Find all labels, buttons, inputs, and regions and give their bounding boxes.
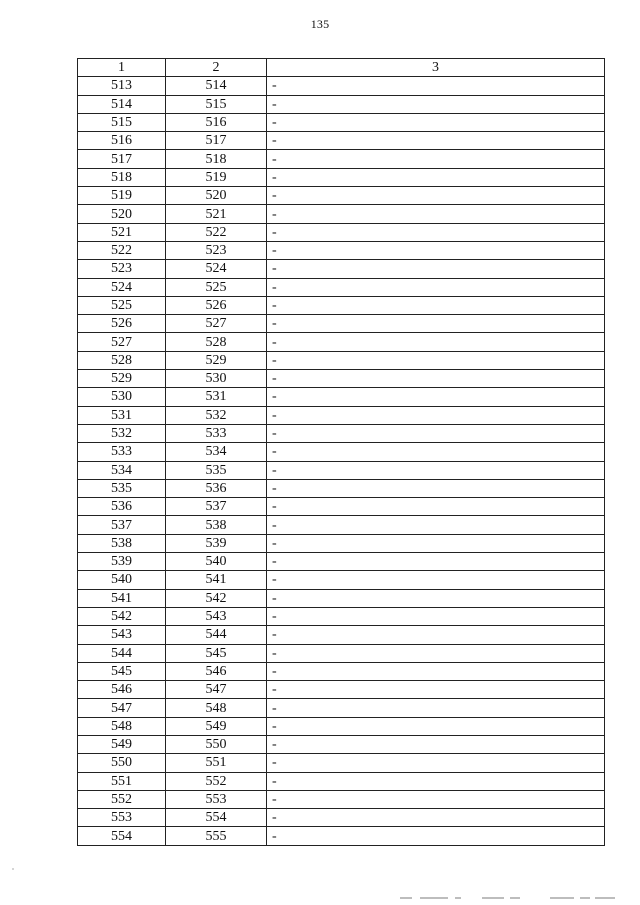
table-row (78, 571, 605, 589)
table-cell-col-1: 532 (78, 424, 166, 442)
table-cell-col-2: 550 (166, 735, 267, 753)
table-cell-col-1: 545 (78, 662, 166, 680)
table-cell-col-1: 547 (78, 699, 166, 717)
table-row (78, 516, 605, 534)
table-cell-col-1: 523 (78, 260, 166, 278)
footer-scan-marks (400, 897, 615, 900)
table-cell-col-3: - (267, 424, 605, 442)
table-cell-col-2: 535 (166, 461, 267, 479)
table-cell-col-1: 535 (78, 479, 166, 497)
table-cell-col-1: 541 (78, 589, 166, 607)
table-row (78, 315, 605, 333)
table-cell-col-1: 552 (78, 790, 166, 808)
table-cell-col-1: 516 (78, 132, 166, 150)
table-cell-col-2: 549 (166, 717, 267, 735)
table-cell-col-2: 517 (166, 132, 267, 150)
table-row (78, 479, 605, 497)
table-cell-col-1: 534 (78, 461, 166, 479)
table-cell-col-2: 541 (166, 571, 267, 589)
table-cell-col-2: 532 (166, 406, 267, 424)
table-cell-col-2: 525 (166, 278, 267, 296)
table-row (78, 187, 605, 205)
table-cell-col-1: 549 (78, 735, 166, 753)
table-cell-col-3: - (267, 77, 605, 95)
table-cell-col-3: - (267, 187, 605, 205)
table-cell-col-1: 550 (78, 754, 166, 772)
column-header-2: 2 (166, 59, 267, 77)
table-cell-col-2: 516 (166, 113, 267, 131)
table-cell-col-3: - (267, 589, 605, 607)
table-cell-col-1: 517 (78, 150, 166, 168)
table-cell-col-3: - (267, 754, 605, 772)
table-cell-col-2: 533 (166, 424, 267, 442)
table-row (78, 827, 605, 845)
table-cell-col-2: 527 (166, 315, 267, 333)
table-cell-col-2: 536 (166, 479, 267, 497)
table-row (78, 607, 605, 625)
table-cell-col-3: - (267, 333, 605, 351)
scan-speck (12, 868, 14, 870)
table-cell-col-1: 533 (78, 443, 166, 461)
table-cell-col-2: 552 (166, 772, 267, 790)
table-cell-col-2: 543 (166, 607, 267, 625)
table-row (78, 113, 605, 131)
table-cell-col-3: - (267, 132, 605, 150)
table-row (78, 370, 605, 388)
table-cell-col-3: - (267, 95, 605, 113)
table-cell-col-3: - (267, 644, 605, 662)
table-cell-col-2: 531 (166, 388, 267, 406)
table-cell-col-1: 538 (78, 534, 166, 552)
data-table (77, 58, 605, 846)
table-cell-col-2: 521 (166, 205, 267, 223)
table-cell-col-3: - (267, 717, 605, 735)
table-cell-col-3: - (267, 315, 605, 333)
table-cell-col-1: 520 (78, 205, 166, 223)
table-cell-col-1: 525 (78, 296, 166, 314)
table-cell-col-1: 529 (78, 370, 166, 388)
table-row (78, 589, 605, 607)
table-row (78, 278, 605, 296)
table-cell-col-1: 521 (78, 223, 166, 241)
table-row (78, 205, 605, 223)
table-cell-col-2: 530 (166, 370, 267, 388)
table-cell-col-3: - (267, 461, 605, 479)
table-cell-col-3: - (267, 516, 605, 534)
table-row (78, 150, 605, 168)
table-cell-col-3: - (267, 223, 605, 241)
table-cell-col-2: 529 (166, 351, 267, 369)
table-row (78, 168, 605, 186)
table-cell-col-2: 520 (166, 187, 267, 205)
table-cell-col-1: 543 (78, 626, 166, 644)
table-cell-col-3: - (267, 168, 605, 186)
table-row (78, 790, 605, 808)
table-cell-col-3: - (267, 241, 605, 259)
table-cell-col-2: 523 (166, 241, 267, 259)
table-cell-col-2: 547 (166, 681, 267, 699)
table-cell-col-2: 553 (166, 790, 267, 808)
table-cell-col-2: 545 (166, 644, 267, 662)
table-cell-col-1: 515 (78, 113, 166, 131)
table-cell-col-3: - (267, 607, 605, 625)
table-cell-col-3: - (267, 571, 605, 589)
table-cell-col-3: - (267, 150, 605, 168)
table-row (78, 461, 605, 479)
table-cell-col-1: 519 (78, 187, 166, 205)
table-row (78, 443, 605, 461)
table-cell-col-2: 537 (166, 498, 267, 516)
table-cell-col-2: 548 (166, 699, 267, 717)
table-cell-col-1: 531 (78, 406, 166, 424)
table-row (78, 809, 605, 827)
table-cell-col-1: 524 (78, 278, 166, 296)
table-row (78, 553, 605, 571)
table-row (78, 77, 605, 95)
table-cell-col-3: - (267, 388, 605, 406)
table-cell-col-1: 527 (78, 333, 166, 351)
table-row (78, 498, 605, 516)
table-row (78, 662, 605, 680)
page-number: 135 (310, 17, 330, 31)
table-row (78, 424, 605, 442)
table-cell-col-2: 518 (166, 150, 267, 168)
table-cell-col-2: 519 (166, 168, 267, 186)
table-cell-col-2: 544 (166, 626, 267, 644)
table-cell-col-1: 526 (78, 315, 166, 333)
table-cell-col-2: 554 (166, 809, 267, 827)
table-row (78, 296, 605, 314)
table-cell-col-3: - (267, 809, 605, 827)
table-cell-col-2: 539 (166, 534, 267, 552)
table-cell-col-3: - (267, 790, 605, 808)
table-cell-col-2: 542 (166, 589, 267, 607)
table-cell-col-2: 514 (166, 77, 267, 95)
table-cell-col-3: - (267, 278, 605, 296)
table-row (78, 626, 605, 644)
table-row (78, 132, 605, 150)
table-cell-col-3: - (267, 534, 605, 552)
table-cell-col-3: - (267, 662, 605, 680)
table-row (78, 388, 605, 406)
table-row (78, 95, 605, 113)
table-cell-col-3: - (267, 626, 605, 644)
table-cell-col-3: - (267, 681, 605, 699)
table-body (78, 77, 605, 845)
table-row (78, 754, 605, 772)
table-cell-col-2: 538 (166, 516, 267, 534)
table-cell-col-3: - (267, 205, 605, 223)
table-cell-col-1: 530 (78, 388, 166, 406)
table-cell-col-2: 551 (166, 754, 267, 772)
table-cell-col-3: - (267, 772, 605, 790)
table-cell-col-2: 522 (166, 223, 267, 241)
table-row (78, 241, 605, 259)
table-cell-col-1: 514 (78, 95, 166, 113)
table-cell-col-3: - (267, 735, 605, 753)
table-cell-col-3: - (267, 443, 605, 461)
table-cell-col-2: 540 (166, 553, 267, 571)
table-row (78, 351, 605, 369)
table-row (78, 260, 605, 278)
table-cell-col-1: 528 (78, 351, 166, 369)
table-row (78, 699, 605, 717)
table-cell-col-2: 515 (166, 95, 267, 113)
table-cell-col-1: 546 (78, 681, 166, 699)
table-row (78, 534, 605, 552)
table-cell-col-3: - (267, 827, 605, 845)
table-cell-col-3: - (267, 260, 605, 278)
table-row (78, 735, 605, 753)
table-cell-col-3: - (267, 479, 605, 497)
column-header-1: 1 (78, 59, 166, 77)
table-cell-col-3: - (267, 406, 605, 424)
table-cell-col-3: - (267, 553, 605, 571)
table-cell-col-1: 522 (78, 241, 166, 259)
table-cell-col-1: 553 (78, 809, 166, 827)
table-cell-col-2: 534 (166, 443, 267, 461)
table-cell-col-2: 526 (166, 296, 267, 314)
table-cell-col-1: 551 (78, 772, 166, 790)
table-row (78, 681, 605, 699)
table-cell-col-1: 548 (78, 717, 166, 735)
table-cell-col-2: 555 (166, 827, 267, 845)
table-cell-col-3: - (267, 296, 605, 314)
table-cell-col-1: 544 (78, 644, 166, 662)
column-header-3: 3 (267, 59, 605, 77)
table-cell-col-3: - (267, 113, 605, 131)
table-row (78, 717, 605, 735)
table-cell-col-1: 554 (78, 827, 166, 845)
table-cell-col-2: 524 (166, 260, 267, 278)
table-header-row (78, 59, 605, 77)
table-row (78, 333, 605, 351)
table-cell-col-2: 528 (166, 333, 267, 351)
table-cell-col-1: 540 (78, 571, 166, 589)
table-cell-col-1: 539 (78, 553, 166, 571)
table-cell-col-1: 536 (78, 498, 166, 516)
table-cell-col-3: - (267, 351, 605, 369)
table-cell-col-2: 546 (166, 662, 267, 680)
table-cell-col-3: - (267, 699, 605, 717)
table-cell-col-1: 542 (78, 607, 166, 625)
table-row (78, 406, 605, 424)
table-row (78, 772, 605, 790)
table-row (78, 644, 605, 662)
table-cell-col-3: - (267, 370, 605, 388)
table-cell-col-1: 518 (78, 168, 166, 186)
table-cell-col-3: - (267, 498, 605, 516)
table-row (78, 223, 605, 241)
table-cell-col-1: 513 (78, 77, 166, 95)
table-cell-col-1: 537 (78, 516, 166, 534)
